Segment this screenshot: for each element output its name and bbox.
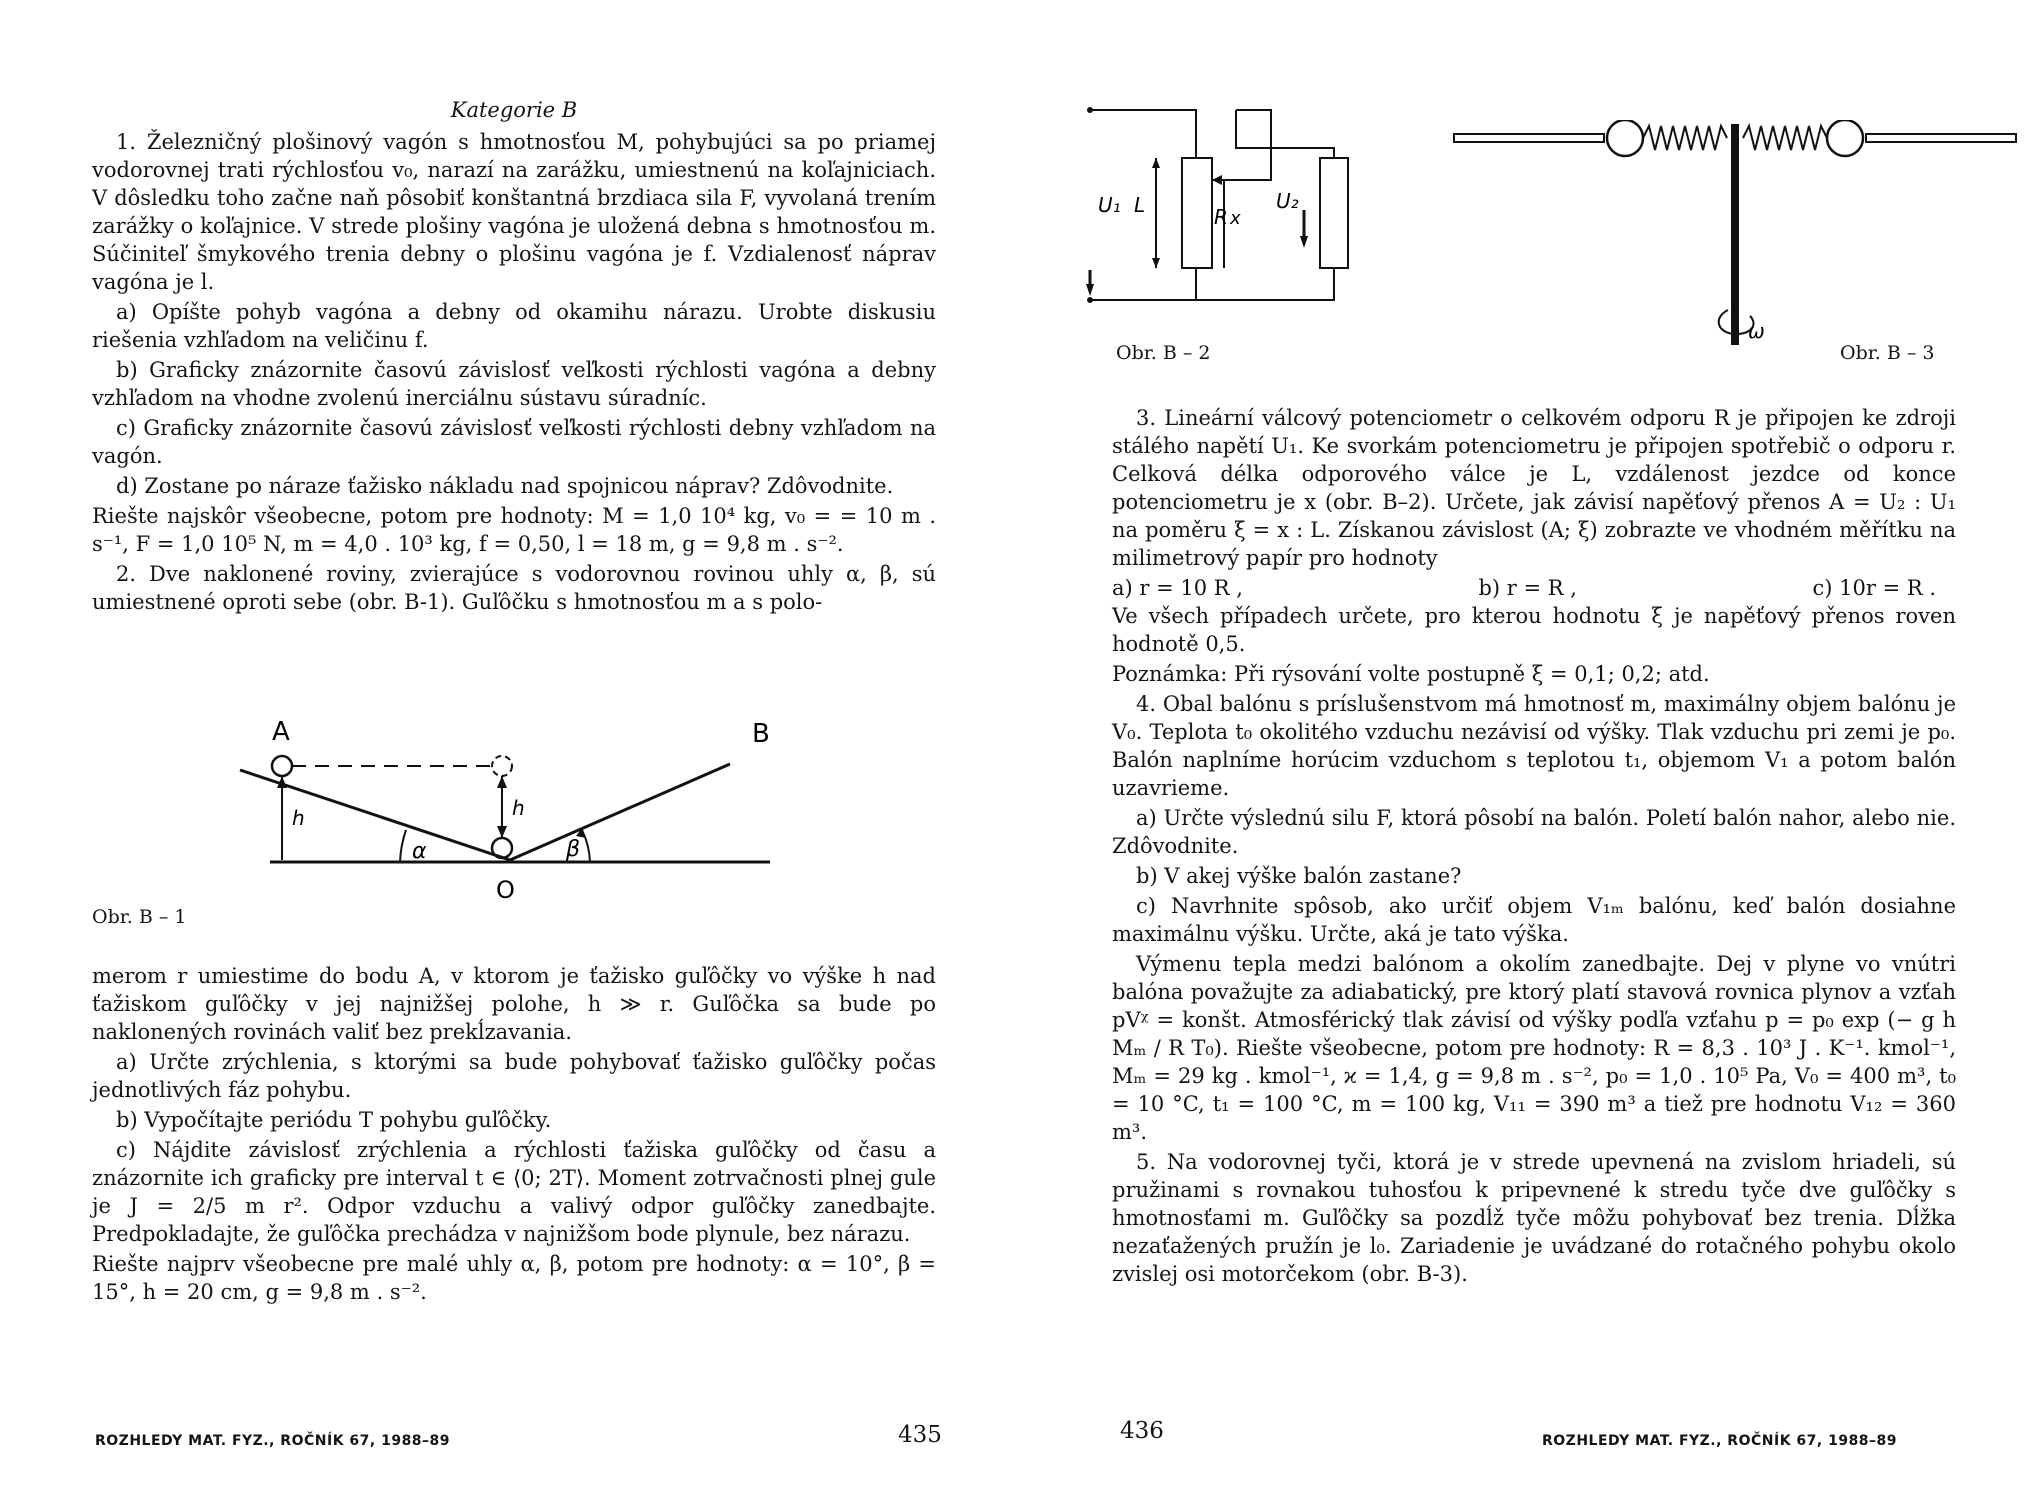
problem-1: 1. Železničný plošinový vagón s hmotnosťou M, pohybujúci sa po priamej vodorovnej trati rýchlosťou v₀, narazí na zarážku, umiestnenú na koľajniciach. V dôsledku toho začne naň pôsobiť konštantná brzdiaca sila F, vyvolaná trením zarážky o koľajnice. V strede plošiny vagóna je uložená debna s hmotnosťou m. Súčiniteľ šmykového trenia debny o plošinu vagóna je f. Vzdialenosť náprav vagóna je l. <box>92 130 936 294</box>
problem-5: 5. Na vodorovnej tyči, ktorá je v strede upevnená na zvislom hriadeli, sú pružinami s rovnakou tuhosťou k pripevnené k stredu tyče dve guľôčky s hmotnosťami m. Guľôčky sa pozdĺž tyče môžu pohybovať bez trenia. Dĺžka nezaťažených pružín je l₀. Zariadenie je uvádzané do rotačného pohybu okolo zvislej osi motorčekom (obr. B-3). <box>1112 1150 1956 1286</box>
fig1-label-h2: h <box>512 796 525 820</box>
fig1-label-b: B <box>752 720 770 749</box>
problem-3-option-b: b) r = R , <box>1478 576 1577 600</box>
fig1-label-beta: β <box>566 837 581 862</box>
problem-3-option-c: c) 10r = R . <box>1812 576 1936 600</box>
problem-3: 3. Lineární válcový potenciometr o celkovém odporu R je připojen ke zdroji stálého napětí U₁. Ke svorkám potenciometru je připojen spotřebič o odporu r. Celková délka odporového válce je L, vzdálenost jezdce od konce potenciometru je x (obr. B–2). Určete, jak závisí napěťový přenos A = U₂ : U₁ na poměru ξ = x : L. Získanou závislost (A; ξ) zobrazte ve vhodném měřítku na milimetrový papír pro hodnoty <box>1112 406 1956 570</box>
category-heading: Kategorie B <box>450 98 578 122</box>
problem-2b: b) Vypočítajte periódu T pohybu guľôčky. <box>116 1108 552 1132</box>
problem-3-note: Poznámka: Při rýsování volte postupně ξ = 0,1; 0,2; atd. <box>1112 662 1710 686</box>
problem-4c: c) Navrhnite spôsob, ako určiť objem V₁ₘ balónu, keď balón dosiahne maximálnu výšku. Určte, aká je tato výška. <box>1112 894 1956 946</box>
fig2-label-u1: U₁ <box>1098 193 1121 217</box>
figure-b3-caption: Obr. B – 3 <box>1840 342 1935 364</box>
figure-b1-inclined-planes <box>230 720 810 905</box>
problem-2-values: Riešte najprv všeobecne pre malé uhly α, β, potom pre hodnoty: α = 10°, β = 15°, h = 20 cm, g = 9,8 m . s⁻². <box>92 1252 936 1304</box>
left-page-number: 435 <box>898 1422 942 1448</box>
problem-3-options <box>1112 574 1956 602</box>
left-footer: ROZHLEDY MAT. FYZ., ROČNÍK 67, 1988–89 <box>95 1433 451 1449</box>
right-footer: ROZHLEDY MAT. FYZ., ROČNÍK 67, 1988–89 <box>1542 1433 1898 1449</box>
figure-b3-rotating-rod <box>1450 120 2040 345</box>
problem-1c: c) Graficky znázornite časovú závislosť veľkosti rýchlosti debny vzhľadom na vagón. <box>92 416 936 468</box>
problem-3-cont: Ve všech případech určete, pro kterou hodnotu ξ je napěťový přenos roven hodnotě 0,5. <box>1112 604 1956 656</box>
fig3-label-omega: ω <box>1748 319 1765 343</box>
problem-3-option-a: a) r = 10 R , <box>1112 576 1243 600</box>
problem-1d: d) Zostane po náraze ťažisko nákladu nad spojnicou náprav? Zdôvodnite. <box>116 474 894 498</box>
fig1-label-o: O <box>496 876 515 904</box>
problem-2: 2. Dve naklonené roviny, zvierajúce s vodorovnou rovinou uhly α, β, sú umiestnené oproti sebe (obr. B-1). Guľôčku s hmotnosťou m a s polo- <box>92 562 936 614</box>
right-page <box>1020 0 2040 1501</box>
left-text-top <box>92 96 936 618</box>
problem-4-conditions: Výmenu tepla medzi balónom a okolím zanedbajte. Dej v plyne vo vnútri balóna považujte za adiabatický, pre ktorý platí stavová rovnica plynov a vzťah pVᵡ = konšt. Atmosférický tlak závisí od výšky podľa vzťahu p = p₀ exp (− g h Mₘ / R T₀). Riešte všeobecne, potom pre hodnoty: R = 8,3 . 10³ J . K⁻¹. kmol⁻¹, Mₘ = 29 kg . kmol⁻¹, ϰ = 1,4, g = 9,8 m . s⁻², p₀ = 1,0 . 10⁵ Pa, V₀ = 400 m³, t₀ = 10 °C, t₁ = 100 °C, m = 100 kg, V₁₁ = 390 m³ a tiež pre hodnotu V₁₂ = 360 m³. <box>1112 952 1956 1144</box>
figure-b2-potentiometer <box>1086 100 1416 310</box>
fig1-label-h1: h <box>292 806 305 830</box>
problem-4: 4. Obal balónu s príslušenstvom má hmotnosť m, maximálny objem balónu je V₀. Teplota t₀ okolitého vzduchu nezávisí od výšky. Tlak vzduchu pri zemi je p₀. Balón naplníme horúcim vzduchom s teplotou t₁, objemom V₁ a potom balón uzavrieme. <box>1112 692 1956 800</box>
problem-1-values: Riešte najskôr všeobecne, potom pre hodnoty: M = 1,0 10⁴ kg, v₀ = = 10 m . s⁻¹, F = 1,0 10⁵ N, m = 4,0 . 10³ kg, f = 0,50, l = 18 m, g = 9,8 m . s⁻². <box>92 504 936 556</box>
fig2-label-l: L <box>1134 193 1146 217</box>
figure-b2-caption: Obr. B – 2 <box>1116 342 1211 364</box>
problem-2c: c) Nájdite závislosť zrýchlenia a rýchlosti ťažiska guľôčky od času a znázornite ich graficky pre interval t ∈ ⟨0; 2T⟩. Moment zotrvačnosti plnej gule je J = 2/5 m r². Odpor vzduchu a valivý odpor guľôčky zanedbajte. Predpokladajte, že guľôčka prechádza v najnižšom bode plynule, bez nárazu. <box>92 1138 936 1246</box>
fig2-label-r: R <box>1214 205 1228 229</box>
problem-1a: a) Opíšte pohyb vagóna a debny od okamihu nárazu. Urobte diskusiu riešenia vzhľadom na veličinu f. <box>92 300 936 352</box>
fig1-label-a: A <box>272 720 290 747</box>
fig2-label-u2: U₂ <box>1276 189 1299 213</box>
problem-2a: a) Určte zrýchlenia, s ktorými sa bude pohybovať ťažisko guľôčky počas jednotlivých fáz pohybu. <box>92 1050 936 1102</box>
left-text-bottom <box>92 962 936 1308</box>
problem-4b: b) V akej výške balón zastane? <box>1136 864 1462 888</box>
problem-1b: b) Graficky znázornite časovú závislosť veľkosti rýchlosti vagóna a debny vzhľadom na vhodne zvolenú inerciálnu sústavu súradníc. <box>92 358 936 410</box>
right-page-number: 436 <box>1120 1418 1164 1444</box>
fig1-label-alpha: α <box>412 839 427 864</box>
problem-2-cont: merom r umiestime do bodu A, v ktorom je ťažisko guľôčky vo výške h nad ťažiskom guľôčky v jej najnižšej polohe, h ≫ r. Guľôčka sa bude po naklonených rovinách valiť bez prekĺzavania. <box>92 964 936 1044</box>
fig2-label-x: x <box>1230 208 1241 229</box>
problem-4a: a) Určte výslednú silu F, ktorá pôsobí na balón. Poletí balón nahor, alebo nie. Zdôvodnite. <box>1112 806 1956 858</box>
figure-b1-caption: Obr. B – 1 <box>92 906 187 928</box>
right-text <box>1112 404 1956 1290</box>
